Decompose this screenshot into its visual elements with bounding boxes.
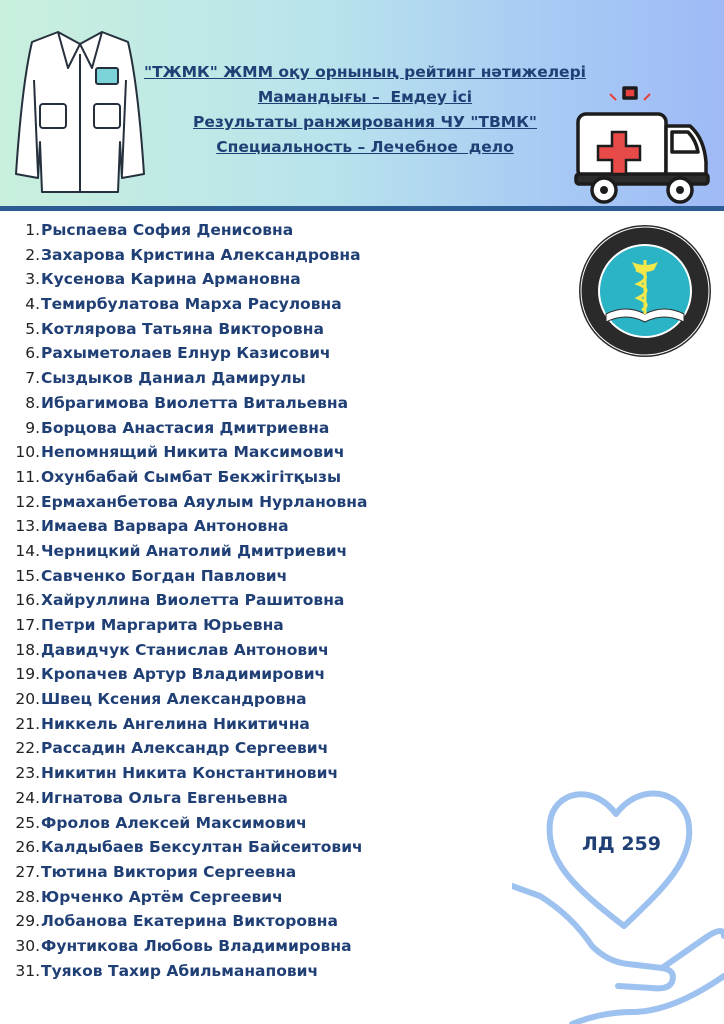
list-item bbox=[0, 218, 560, 243]
list-item-number: 9. bbox=[25, 418, 40, 437]
list-item-number: 2. bbox=[25, 245, 40, 264]
list-item-number: 1. bbox=[25, 221, 40, 239]
list-item-number: 17. bbox=[15, 616, 40, 634]
list-item bbox=[0, 539, 560, 564]
list-item-number: 12. bbox=[15, 492, 40, 511]
title-kazakh: "ТЖМК" ЖММ оқу орнының рейтинг нәтижелері bbox=[144, 63, 586, 81]
list-item-name: Туяков Тахир Абильманапович bbox=[41, 961, 319, 980]
list-item-name: Фролов Алексей Максимович bbox=[41, 813, 307, 832]
list-item bbox=[0, 638, 560, 663]
list-item bbox=[0, 440, 560, 465]
ambulance-icon bbox=[572, 86, 712, 208]
list-item-name: Савченко Богдан Павлович bbox=[41, 566, 288, 585]
list-item-number: 18. bbox=[15, 640, 40, 659]
list-item bbox=[0, 292, 560, 317]
list-item-name: Захарова Кристина Александровна bbox=[41, 245, 361, 264]
list-item-name: Темирбулатова Марха Расуловна bbox=[41, 295, 342, 314]
list-item bbox=[0, 662, 560, 687]
list-item bbox=[0, 341, 560, 366]
list-item-number: 23. bbox=[15, 764, 40, 783]
list-item bbox=[0, 909, 560, 934]
list-item bbox=[0, 811, 560, 836]
list-item-name: Ибрагимова Виолетта Витальевна bbox=[41, 393, 349, 412]
list-item-name: Хайруллина Виолетта Рашитовна bbox=[41, 591, 345, 610]
list-item-number: 19. bbox=[15, 665, 40, 684]
list-item bbox=[0, 514, 560, 539]
list-item bbox=[0, 736, 560, 761]
list-item-number: 25. bbox=[15, 813, 40, 832]
list-item-name: Фунтикова Любовь Владимировна bbox=[41, 936, 352, 955]
list-item-name: Ермаханбетова Аяулым Нурлановна bbox=[41, 492, 368, 511]
list-item bbox=[0, 317, 560, 342]
list-item-name: Кусенова Карина Армановна bbox=[41, 270, 301, 289]
list-item-number: 20. bbox=[15, 690, 40, 709]
specialty-russian: Специальность – Лечебное дело bbox=[216, 138, 514, 156]
list-item bbox=[0, 267, 560, 292]
list-item-name: Кропачев Артур Владимирович bbox=[41, 665, 326, 684]
specialty-kazakh: Мамандығы – Емдеу ісі bbox=[257, 88, 473, 106]
list-item-number: 10. bbox=[15, 443, 40, 462]
list-item-name: Охунбабай Сымбат Бекжігітқызы bbox=[41, 467, 342, 486]
list-item-name: Сыздыков Даниал Дамирулы bbox=[41, 369, 306, 388]
list-item-name: Юрченко Артём Сергеевич bbox=[41, 887, 283, 906]
list-item-name: Давидчук Станислав Антонович bbox=[41, 640, 329, 659]
list-item-name: Никитин Никита Константинович bbox=[41, 764, 339, 783]
list-item-name: Петри Маргарита Юрьевна bbox=[41, 616, 284, 634]
list-item bbox=[0, 588, 560, 613]
list-item bbox=[0, 885, 560, 910]
list-item bbox=[0, 959, 560, 984]
list-item-name: Имаева Варвара Антоновна bbox=[41, 517, 289, 536]
list-item-name: Тютина Виктория Сергеевна bbox=[41, 862, 297, 881]
list-item-number: 6. bbox=[25, 344, 40, 363]
list-item-number: 16. bbox=[15, 591, 40, 610]
list-item bbox=[0, 761, 560, 786]
college-logo-seal bbox=[576, 222, 714, 360]
list-item-name: Никкель Ангелина Никитична bbox=[41, 714, 310, 733]
list-item-number: 27. bbox=[15, 862, 40, 881]
list-item-name: Котлярова Татьяна Викторовна bbox=[41, 319, 324, 338]
list-item bbox=[0, 613, 560, 638]
list-item-number: 3. bbox=[25, 270, 40, 289]
list-item-name: Борцова Анастасия Дмитриевна bbox=[41, 418, 330, 437]
list-item bbox=[0, 243, 560, 268]
list-item-name: Непомнящий Никита Максимович bbox=[41, 443, 345, 462]
list-item-number: 30. bbox=[15, 936, 40, 955]
list-item bbox=[0, 786, 560, 811]
list-item bbox=[0, 934, 560, 959]
list-item-name: Рыспаева София Денисовна bbox=[41, 221, 294, 239]
list-item-number: 22. bbox=[15, 739, 40, 758]
list-item-number: 21. bbox=[15, 714, 40, 733]
list-item bbox=[0, 712, 560, 737]
heart-in-hand-icon bbox=[512, 776, 724, 1024]
title-russian: Результаты ранжирования ЧУ "ТВМК" bbox=[193, 113, 537, 131]
list-item-number: 13. bbox=[15, 517, 40, 536]
list-item-number: 8. bbox=[25, 393, 40, 412]
list-item-number: 31. bbox=[15, 961, 40, 980]
list-item-number: 28. bbox=[15, 887, 40, 906]
list-item-name: Рахыметолаев Елнур Казисович bbox=[41, 344, 331, 363]
list-item bbox=[0, 416, 560, 441]
header-titles bbox=[120, 60, 610, 160]
ranking-list bbox=[0, 218, 560, 983]
list-item bbox=[0, 860, 560, 885]
list-item-name: Игнатова Ольга Евгеньевна bbox=[41, 788, 288, 807]
specialty-code: ЛД 259 bbox=[582, 833, 661, 855]
list-item-name: Лобанова Екатерина Викторовна bbox=[41, 912, 338, 931]
list-item-number: 7. bbox=[25, 369, 40, 388]
list-item-name: Черницкий Анатолий Дмитриевич bbox=[41, 541, 348, 560]
list-item-number: 5. bbox=[25, 319, 40, 338]
list-item-number: 14. bbox=[15, 541, 40, 560]
list-item bbox=[0, 835, 560, 860]
list-item bbox=[0, 391, 560, 416]
list-item-name: Калдыбаев Бексултан Байсеитович bbox=[41, 838, 363, 857]
list-item bbox=[0, 465, 560, 490]
list-item-number: 15. bbox=[15, 566, 40, 585]
list-item bbox=[0, 490, 560, 515]
list-item-name: Швец Ксения Александровна bbox=[41, 690, 307, 709]
list-item bbox=[0, 564, 560, 589]
list-item-number: 29. bbox=[15, 912, 40, 931]
list-item bbox=[0, 366, 560, 391]
list-item-number: 11. bbox=[15, 467, 40, 486]
list-item-number: 4. bbox=[25, 295, 40, 314]
list-item-number: 24. bbox=[15, 788, 40, 807]
list-item-name: Рассадин Александр Сергеевич bbox=[41, 739, 329, 758]
list-item-number: 26. bbox=[15, 838, 40, 857]
list-item bbox=[0, 687, 560, 712]
